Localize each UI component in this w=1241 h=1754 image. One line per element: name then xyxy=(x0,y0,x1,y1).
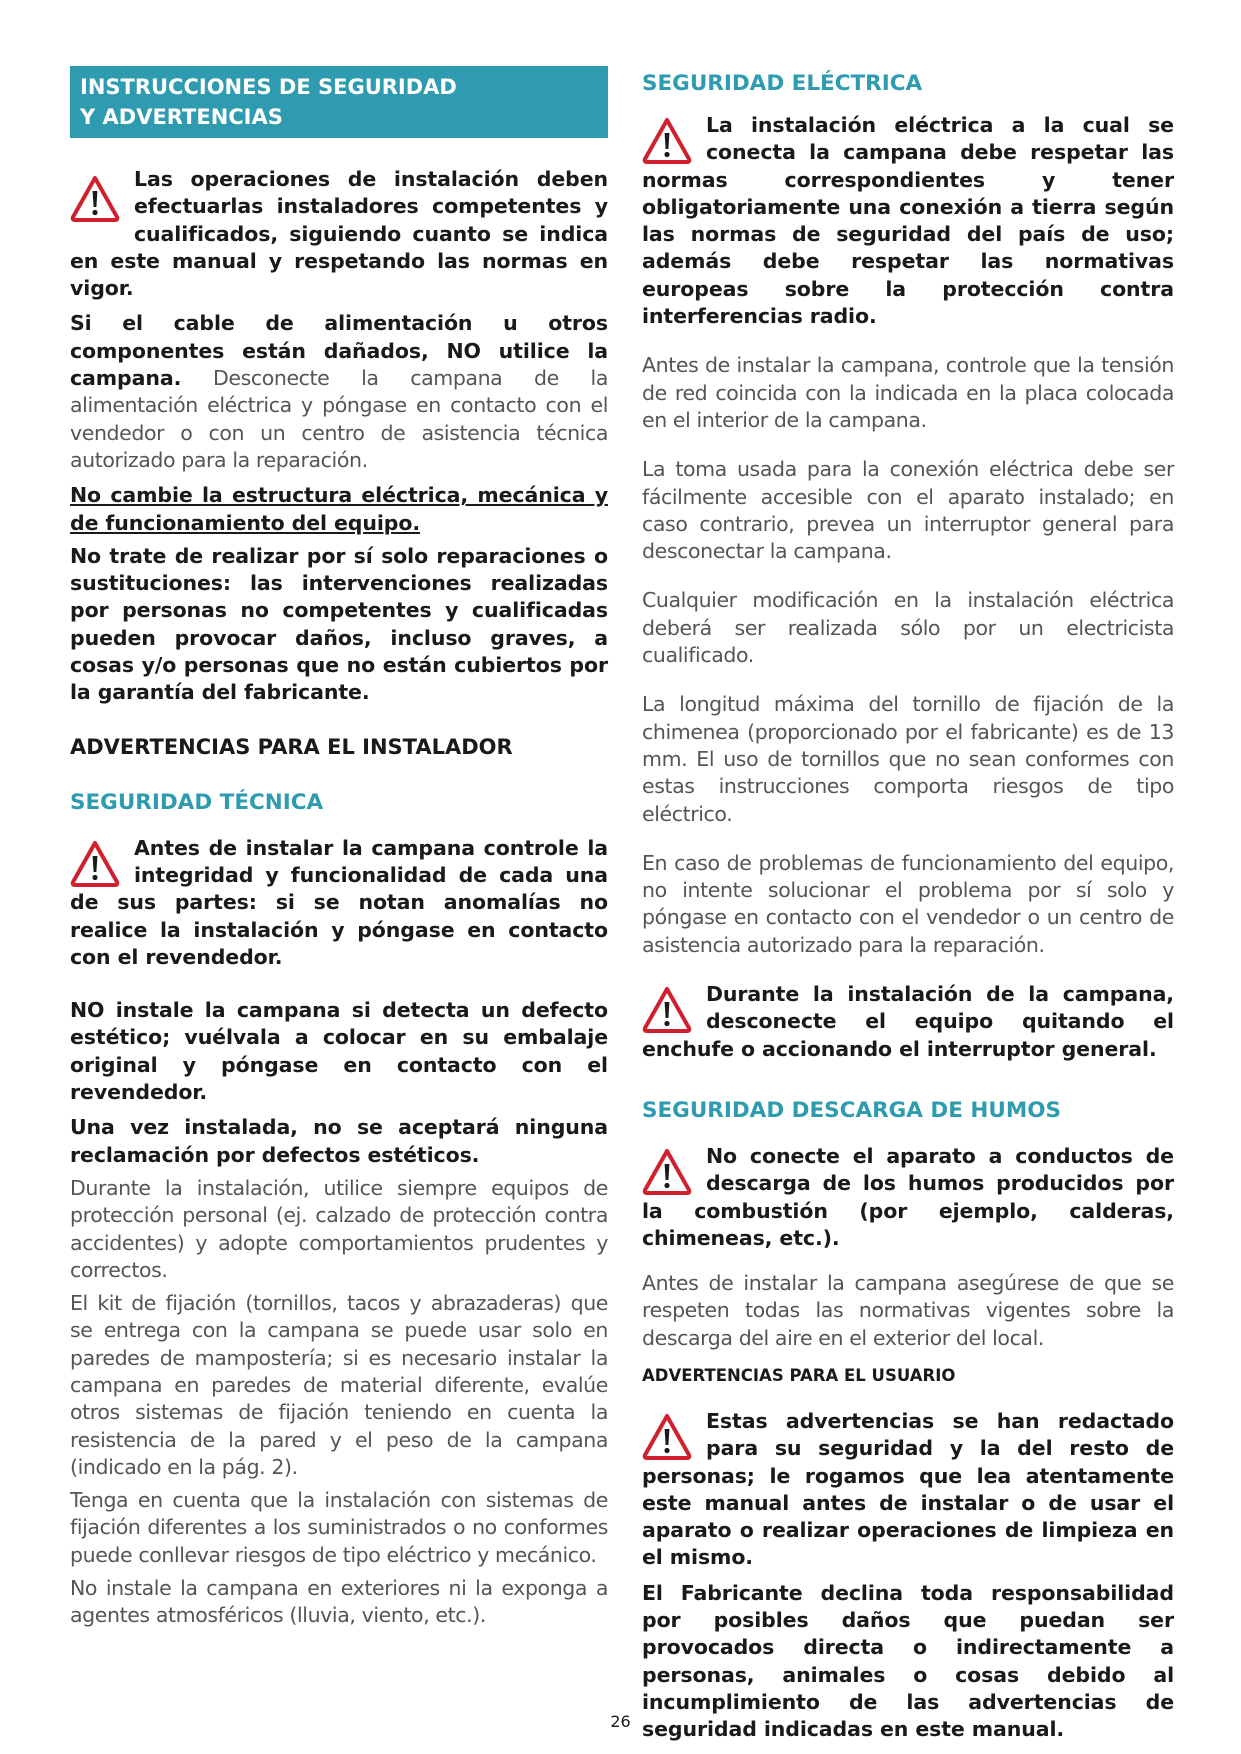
banner-line-1: INSTRUCCIONES DE SEGURIDAD xyxy=(80,75,457,99)
modificacion-paragraph: Cualquier modificación en la instalación eléctrica deberá ser realizada sólo por un electricista cualificado. xyxy=(642,588,1174,668)
heading-user: ADVERTENCIAS PARA EL USUARIO xyxy=(642,1365,956,1385)
warning-icon xyxy=(642,985,692,1035)
tornillo-paragraph: La longitud máxima del tornillo de fijación de la chimenea (proporcionado por el fabricante) es de 13 mm. El uso de tornillos que no sean conformes con estas instrucciones comporta riesgos de tipo eléctrico. xyxy=(642,692,1174,826)
warning-block-electrical xyxy=(642,112,1174,330)
kit-paragraph: El kit de fijación (tornillos, tacos y abrazaderas) que se entrega con la campana se puede usar solo en paredes de mampostería; si es necesario instalar la campana en paredes de material diferente, evalúe otros sistemas de fijación teniendo en cuenta la resistencia de la pared y el peso de la campana (indicado en la pág. 2). xyxy=(70,1291,608,1479)
warning-icon xyxy=(70,839,120,889)
warning-icon xyxy=(642,116,692,166)
heading-technical-safety: SEGURIDAD TÉCNICA xyxy=(70,789,324,815)
warning-icon xyxy=(70,174,120,224)
right-column xyxy=(642,66,1174,1744)
cable-paragraph xyxy=(70,310,608,474)
tension-paragraph: Antes de instalar la campana, controle que la tensión de red coincida con la indicada en la placa colocada en el interior de la campana. xyxy=(642,353,1174,432)
warning-text: Las operaciones de instalación deben efectuarlas instaladores competentes y cualificados, siguiendo cuanto se indica en este manual y respetando las normas en vigor. xyxy=(70,167,608,301)
exteriores-paragraph: No instale la campana en exteriores ni la exponga a agentes atmosféricos (lluvia, viento, etc.). xyxy=(70,1576,608,1628)
warning-block-installers xyxy=(70,166,608,302)
warning-block-disconnect xyxy=(642,981,1174,1063)
heading-smoke-safety: SEGURIDAD DESCARGA DE HUMOS xyxy=(642,1097,1062,1123)
una-vez-paragraph: Una vez instalada, no se aceptará ninguna reclamación por defectos estéticos. xyxy=(70,1115,608,1167)
descarga-paragraph: Antes de instalar la campana asegúrese de que se respeten todas las normativas vigentes sobre la descarga del aire en el exterior del local. xyxy=(642,1271,1174,1350)
heading-installer: ADVERTENCIAS PARA EL INSTALADOR xyxy=(70,734,513,759)
warning-icon xyxy=(642,1412,692,1462)
banner-line-2: Y ADVERTENCIAS xyxy=(80,105,283,129)
cable-bold: Si el cable de alimentación u otros componentes están dañados, NO utilice la campana. xyxy=(70,311,608,391)
heading-electrical-safety: SEGURIDAD ELÉCTRICA xyxy=(642,71,923,96)
section-banner xyxy=(70,66,608,138)
warning-text: Antes de instalar la campana controle la integridad y funcionalidad de cada una de sus partes: si se notan anomalías no realice la instalación y póngase en contacto con el revendedor. xyxy=(70,835,608,969)
warning-block-user xyxy=(642,1408,1174,1572)
warning-icon xyxy=(642,1147,692,1197)
warning-text: La instalación eléctrica a la cual se conecta la campana debe respetar las normas correspondientes y tener obligatoriamente una conexión a tierra según las normas de seguridad del país de uso; además debe respetar las normativas europeas sobre la protección contra interferencias radio. xyxy=(642,113,1174,329)
warning-block-smoke xyxy=(642,1143,1174,1252)
warning-block-integrity xyxy=(70,835,608,971)
no-cambie-paragraph: No cambie la estructura eléctrica, mecánica y de funcionamiento del equipo. xyxy=(70,483,608,535)
warning-text: Estas advertencias se han redactado para su seguridad y la del resto de personas; le rogamos que lea atentamente este manual antes de instalar o de usar el aparato o realizar operaciones de limpieza en el mismo. xyxy=(642,1408,1174,1570)
tenga-paragraph: Tenga en cuenta que la instalación con sistemas de fijación diferentes a los suministrados o no conformes puede conllevar riesgos de tipo eléctrico y mecánico. xyxy=(70,1488,608,1567)
cable-regular: Desconecte la campana de la alimentación eléctrica y póngase en contacto con el vendedor o con un centro de asistencia técnica autorizado para la reparación. xyxy=(70,366,608,472)
page-number: 26 xyxy=(610,1712,631,1731)
no-instale-paragraph: NO instale la campana si detecta un defecto estético; vuélvala a colocar en su embalaje original y póngase en contacto con el revendedor. xyxy=(70,998,608,1105)
durante-paragraph: Durante la instalación, utilice siempre equipos de protección personal (ej. calzado de protección contra accidentes) y adopte comportamientos prudentes y correctos. xyxy=(70,1175,608,1282)
fabricante-paragraph: El Fabricante declina toda responsabilidad por posibles daños que puedan ser provocados directa o indirectamente a personas, animales o cosas debido al incumplimiento de las advertencias de seguridad indicadas en este manual. xyxy=(642,1580,1174,1742)
warning-text: Durante la instalación de la campana, desconecte el equipo quitando el enchufe o accionando el interruptor general. xyxy=(642,982,1174,1061)
warning-text: No conecte el aparato a conductos de descarga de los humos producidos por la combustión (por ejemplo, calderas, chimeneas, etc.). xyxy=(642,1143,1174,1250)
no-trate-paragraph: No trate de realizar por sí solo reparaciones o sustituciones: las intervenciones realizadas por personas no competentes y cualificadas pueden provocar daños, incluso graves, a cosas y/o personas que no están cubiertos por la garantía del fabricante. xyxy=(70,543,608,705)
problemas-paragraph: En caso de problemas de funcionamiento del equipo, no intente solucionar el problema por sí solo y póngase en contacto con el vendedor o un centro de asistencia autorizado para la reparación. xyxy=(642,850,1174,957)
toma-paragraph: La toma usada para la conexión eléctrica debe ser fácilmente accesible con el aparato instalado; en caso contrario, prevea un interruptor general para desconectar la campana. xyxy=(642,457,1174,564)
left-column xyxy=(70,66,608,1630)
